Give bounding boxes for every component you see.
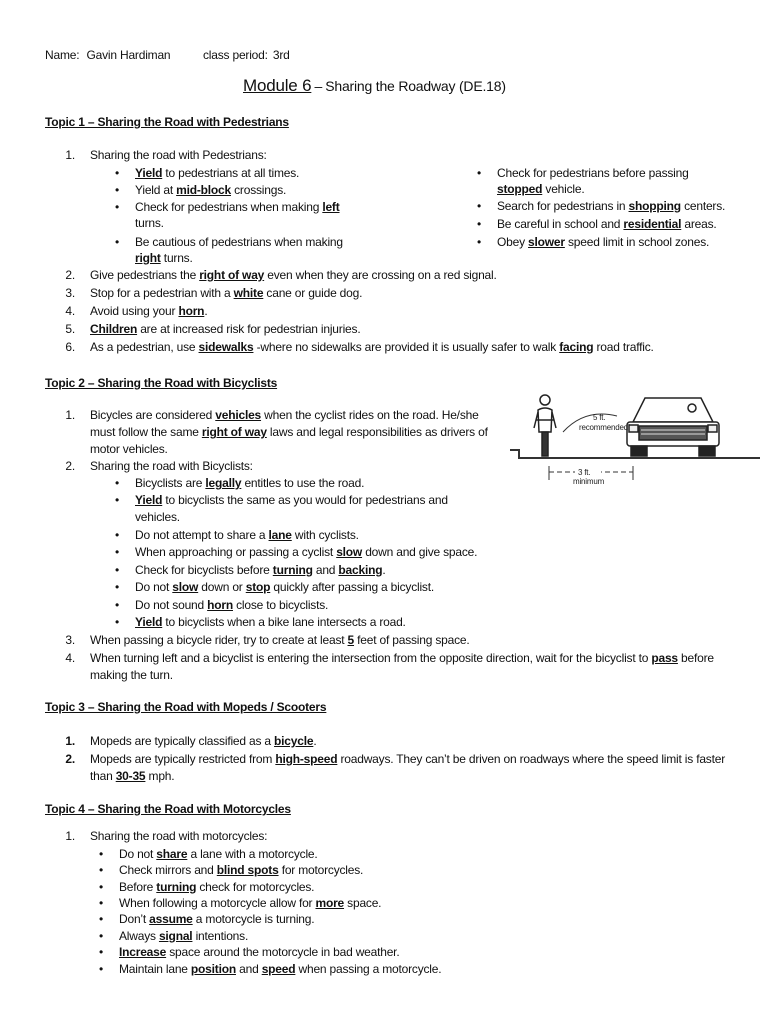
bullet-text: for motorcycles. [278,863,364,877]
answer: horn [207,598,233,612]
t1-left-bullet-2 [135,183,286,197]
answer: right of way [201,425,267,439]
bullet-text: space around the motorcycle in bad weather. [166,945,400,959]
t1-item3-text [90,286,362,300]
t1-item2-number: 2. [65,268,75,282]
item-text: when the cyclist rides on the road. He/she [261,408,479,422]
item-text: Mopeds are typically restricted from [90,752,276,766]
answer: residential [623,217,682,231]
bullet-text: space. [344,896,382,910]
t1-right-bullet-1-cont [497,182,585,196]
t2-bullet-2-cont: vehicles. [135,510,180,524]
t4-item1-text: Sharing the road with motorcycles: [90,829,268,843]
bicycle-passing-illustration [505,388,765,488]
t3-item2-line2 [90,769,174,783]
item-text: than [90,769,116,783]
rec-top-label: 5 ft. [593,413,606,422]
bullet-text: Be careful in school and [497,217,624,231]
bullet-text: down and give space. [362,545,478,559]
t3-item2-number: 2. [65,752,75,766]
bullet-text: When following a motorcycle allow for [119,896,316,910]
bullet-text: vehicle. [542,182,585,196]
module-subtitle: Sharing the Roadway (DE.18) [325,78,506,94]
item-text: before [677,651,714,665]
t2-item1-line3: motor vehicles. [90,442,168,456]
answer: facing [559,340,594,354]
class-label: class period: [203,48,268,62]
answer: assume [149,912,193,926]
item-text: Give pedestrians the [90,268,200,282]
answer: Children [90,322,138,336]
t1-right-bullet-3 [497,217,717,231]
bullet-text: areas. [681,217,717,231]
t1-item2-text [90,268,497,282]
bullet-text: a lane with a motorcycle. [187,847,318,861]
answer: lane [268,528,292,542]
t2-item3-number: 3. [65,633,75,647]
t2-item2-text: Sharing the road with Bicyclists: [90,459,253,473]
item-text: feet of passing space. [354,633,470,647]
answer: right of way [199,268,265,282]
bullet-text: Bicyclists are [135,476,206,490]
topic4-heading: Topic 4 – Sharing the Road with Motorcycles [45,802,291,816]
t2-bullet-4 [135,545,477,559]
answer: position [190,962,236,976]
bullet-text: and [235,962,262,976]
t2-item4-number: 4. [65,651,75,665]
bullet-text: Check for bicyclists before [135,563,273,577]
bullet-text: Do not [119,847,157,861]
t1-right-bullet-2 [497,199,725,213]
rec-bottom-label: recommended! [579,423,630,432]
item-text: mph. [145,769,175,783]
answer: white [233,286,264,300]
bullet-text: and [312,563,339,577]
topic2-heading: Topic 2 – Sharing the Road with Bicyclists [45,376,278,390]
bullet-text: to bicyclists the same as you would for pedestrians and [162,493,448,507]
bullet-text: intentions. [192,929,249,943]
t3-item1-text [90,734,316,748]
t1-item5-number: 5. [65,322,75,336]
item-text: roadways. They can’t be driven on roadways where the speed limit is faster [337,752,726,766]
bullet-text: check for motorcycles. [196,880,315,894]
bullet-text: Obey [497,235,529,249]
answer: more [315,896,345,910]
item-text: Bicycles are considered [90,408,216,422]
class-line [203,48,290,62]
answer: Increase [119,945,167,959]
t1-item6-number: 6. [65,340,75,354]
item-text: . [313,734,317,748]
answer: right [135,251,161,265]
t3-item1-number: 1. [65,734,75,748]
item-text: road traffic. [593,340,654,354]
bullet-text: Do not sound [135,598,208,612]
name-label: Name: [45,48,80,62]
t2-item1-text [90,408,479,422]
car-icon [627,398,719,456]
answer: sidewalks [198,340,254,354]
t1-left-bullet-3 [135,200,340,214]
bullet-text: with cyclists. [291,528,359,542]
t4-bullet-5 [119,912,314,926]
answer: turning [156,880,197,894]
t1-left-bullet-4 [135,235,343,249]
t4-bullet-2 [119,863,363,877]
bullet-text: When approaching or passing a cyclist [135,545,337,559]
t1-item5-text [90,322,360,336]
bullet-text: crossings. [231,183,287,197]
t4-bullet-4 [119,896,381,910]
bullet-text: Do not attempt to share a [135,528,269,542]
answer: stop [245,580,271,594]
answer: Yield [135,166,163,180]
bullet-text: Always [119,929,159,943]
page-title [243,76,506,96]
title-dash: – [314,78,323,94]
bullet-text: Do not [135,580,173,594]
answer: vehicles [215,408,262,422]
bullet-text: centers. [680,199,726,213]
bullet-text: Be cautious of pedestrians when making [135,235,343,249]
t1-item1-number: 1. [65,148,75,162]
t2-item1-line2 [90,425,488,439]
t4-bullet-7 [119,945,399,959]
answer: slower [528,235,565,249]
bullet-text: Don’t [119,912,150,926]
t1-right-bullet-1 [497,166,689,180]
item-text: are at increased risk for pedestrian injuries. [137,322,361,336]
t2-bullet-5 [135,563,386,577]
answer: speed [261,962,296,976]
bullet-text: turns. [160,251,193,265]
bullet-text: down or [198,580,246,594]
student-name: Gavin Hardiman [86,48,171,62]
cyclist-icon [534,395,556,456]
item-text: When passing a bicycle rider, try to create at least [90,633,348,647]
bullet-text: quickly after passing a bicyclist. [270,580,435,594]
answer: blind spots [216,863,279,877]
answer: signal [158,929,193,943]
bullet-text: when passing a motorcycle. [295,962,442,976]
bullet-text: Maintain lane [119,962,191,976]
answer: high-speed [275,752,338,766]
item-text: -where no sidewalks are provided it is usually safer to walk [253,340,560,354]
class-period: 3rd [272,48,290,62]
t1-left-bullet-3-cont: turns. [135,216,164,230]
item-text: When turning left and a bicyclist is entering the intersection from the opposite direction, wait for the bicyclist to [90,651,652,665]
t4-bullet-8 [119,962,441,976]
item-text: laws and legal responsibilities as drivers of [266,425,488,439]
item-text: Stop for a pedestrian with a [90,286,234,300]
answer: slow [336,545,363,559]
t2-bullet-6 [135,580,434,594]
answer: Yield [135,493,163,507]
bullet-text: Check mirrors and [119,863,217,877]
answer: 5 [347,633,355,647]
answer: Yield [135,615,163,629]
t2-item1-number: 1. [65,408,75,422]
min-bottom-label: minimum [573,477,605,486]
bullet-text: to pedestrians at all times. [162,166,300,180]
answer: 30-35 [115,769,146,783]
answer: stopped [497,182,543,196]
t1-right-bullet-4 [497,235,709,249]
bullet-text: Check for pedestrians before passing [497,166,689,180]
topic3-heading: Topic 3 – Sharing the Road with Mopeds / Scooters [45,700,327,714]
t2-bullet-7 [135,598,328,612]
t3-item2-text [90,752,725,766]
bullet-text: to bicyclists when a bike lane intersects a road. [162,615,406,629]
t2-bullet-8 [135,615,406,629]
item-text: Mopeds are typically classified as a [90,734,275,748]
t4-bullet-6 [119,929,248,943]
t1-item4-text [90,304,207,318]
t2-item4-text [90,651,714,665]
answer: bicycle [274,734,314,748]
t1-item3-number: 3. [65,286,75,300]
item-text: cane or guide dog. [263,286,363,300]
t1-left-bullet-4-cont [135,251,193,265]
bullet-text: a motorcycle is turning. [192,912,315,926]
answer: pass [651,651,678,665]
t1-item1-text: Sharing the road with Pedestrians: [90,148,267,162]
t1-left-bullet-1 [135,166,299,180]
min-top-label: 3 ft. [578,468,591,477]
t1-item6-text [90,340,654,354]
bullet-text: Search for pedestrians in [497,199,629,213]
bullet-text: Yield at [135,183,177,197]
answer: mid-block [176,183,231,197]
t4-bullet-1 [119,847,318,861]
bullet-text: Before [119,880,157,894]
t1-item4-number: 4. [65,304,75,318]
module-title: Module 6 [243,76,312,95]
answer: shopping [628,199,681,213]
t2-item4-line2: making the turn. [90,668,173,682]
answer: backing [338,563,383,577]
item-text: Avoid using your [90,304,179,318]
answer: legally [205,476,242,490]
t2-bullet-1 [135,476,364,490]
t4-bullet-3 [119,880,314,894]
item-text: As a pedestrian, use [90,340,199,354]
item-text: . [204,304,208,318]
answer: slow [172,580,199,594]
bullet-text: entitles to use the road. [241,476,365,490]
t4-item1-number: 1. [65,829,75,843]
t2-bullet-2 [135,493,448,507]
t2-bullet-3 [135,528,359,542]
answer: horn [178,304,205,318]
answer: left [322,200,340,214]
topic1-heading: Topic 1 – Sharing the Road with Pedestrians [45,115,289,129]
name-line [45,48,170,62]
bullet-text: speed limit in school zones. [564,235,710,249]
item-text: even when they are crossing on a red signal. [264,268,497,282]
t2-item2-number: 2. [65,459,75,473]
t2-item3-text [90,633,470,647]
answer: turning [272,563,313,577]
bullet-text: close to bicyclists. [233,598,329,612]
answer: share [156,847,188,861]
item-text: must follow the same [90,425,202,439]
bullet-text: Check for pedestrians when making [135,200,323,214]
bullet-text: . [382,563,386,577]
